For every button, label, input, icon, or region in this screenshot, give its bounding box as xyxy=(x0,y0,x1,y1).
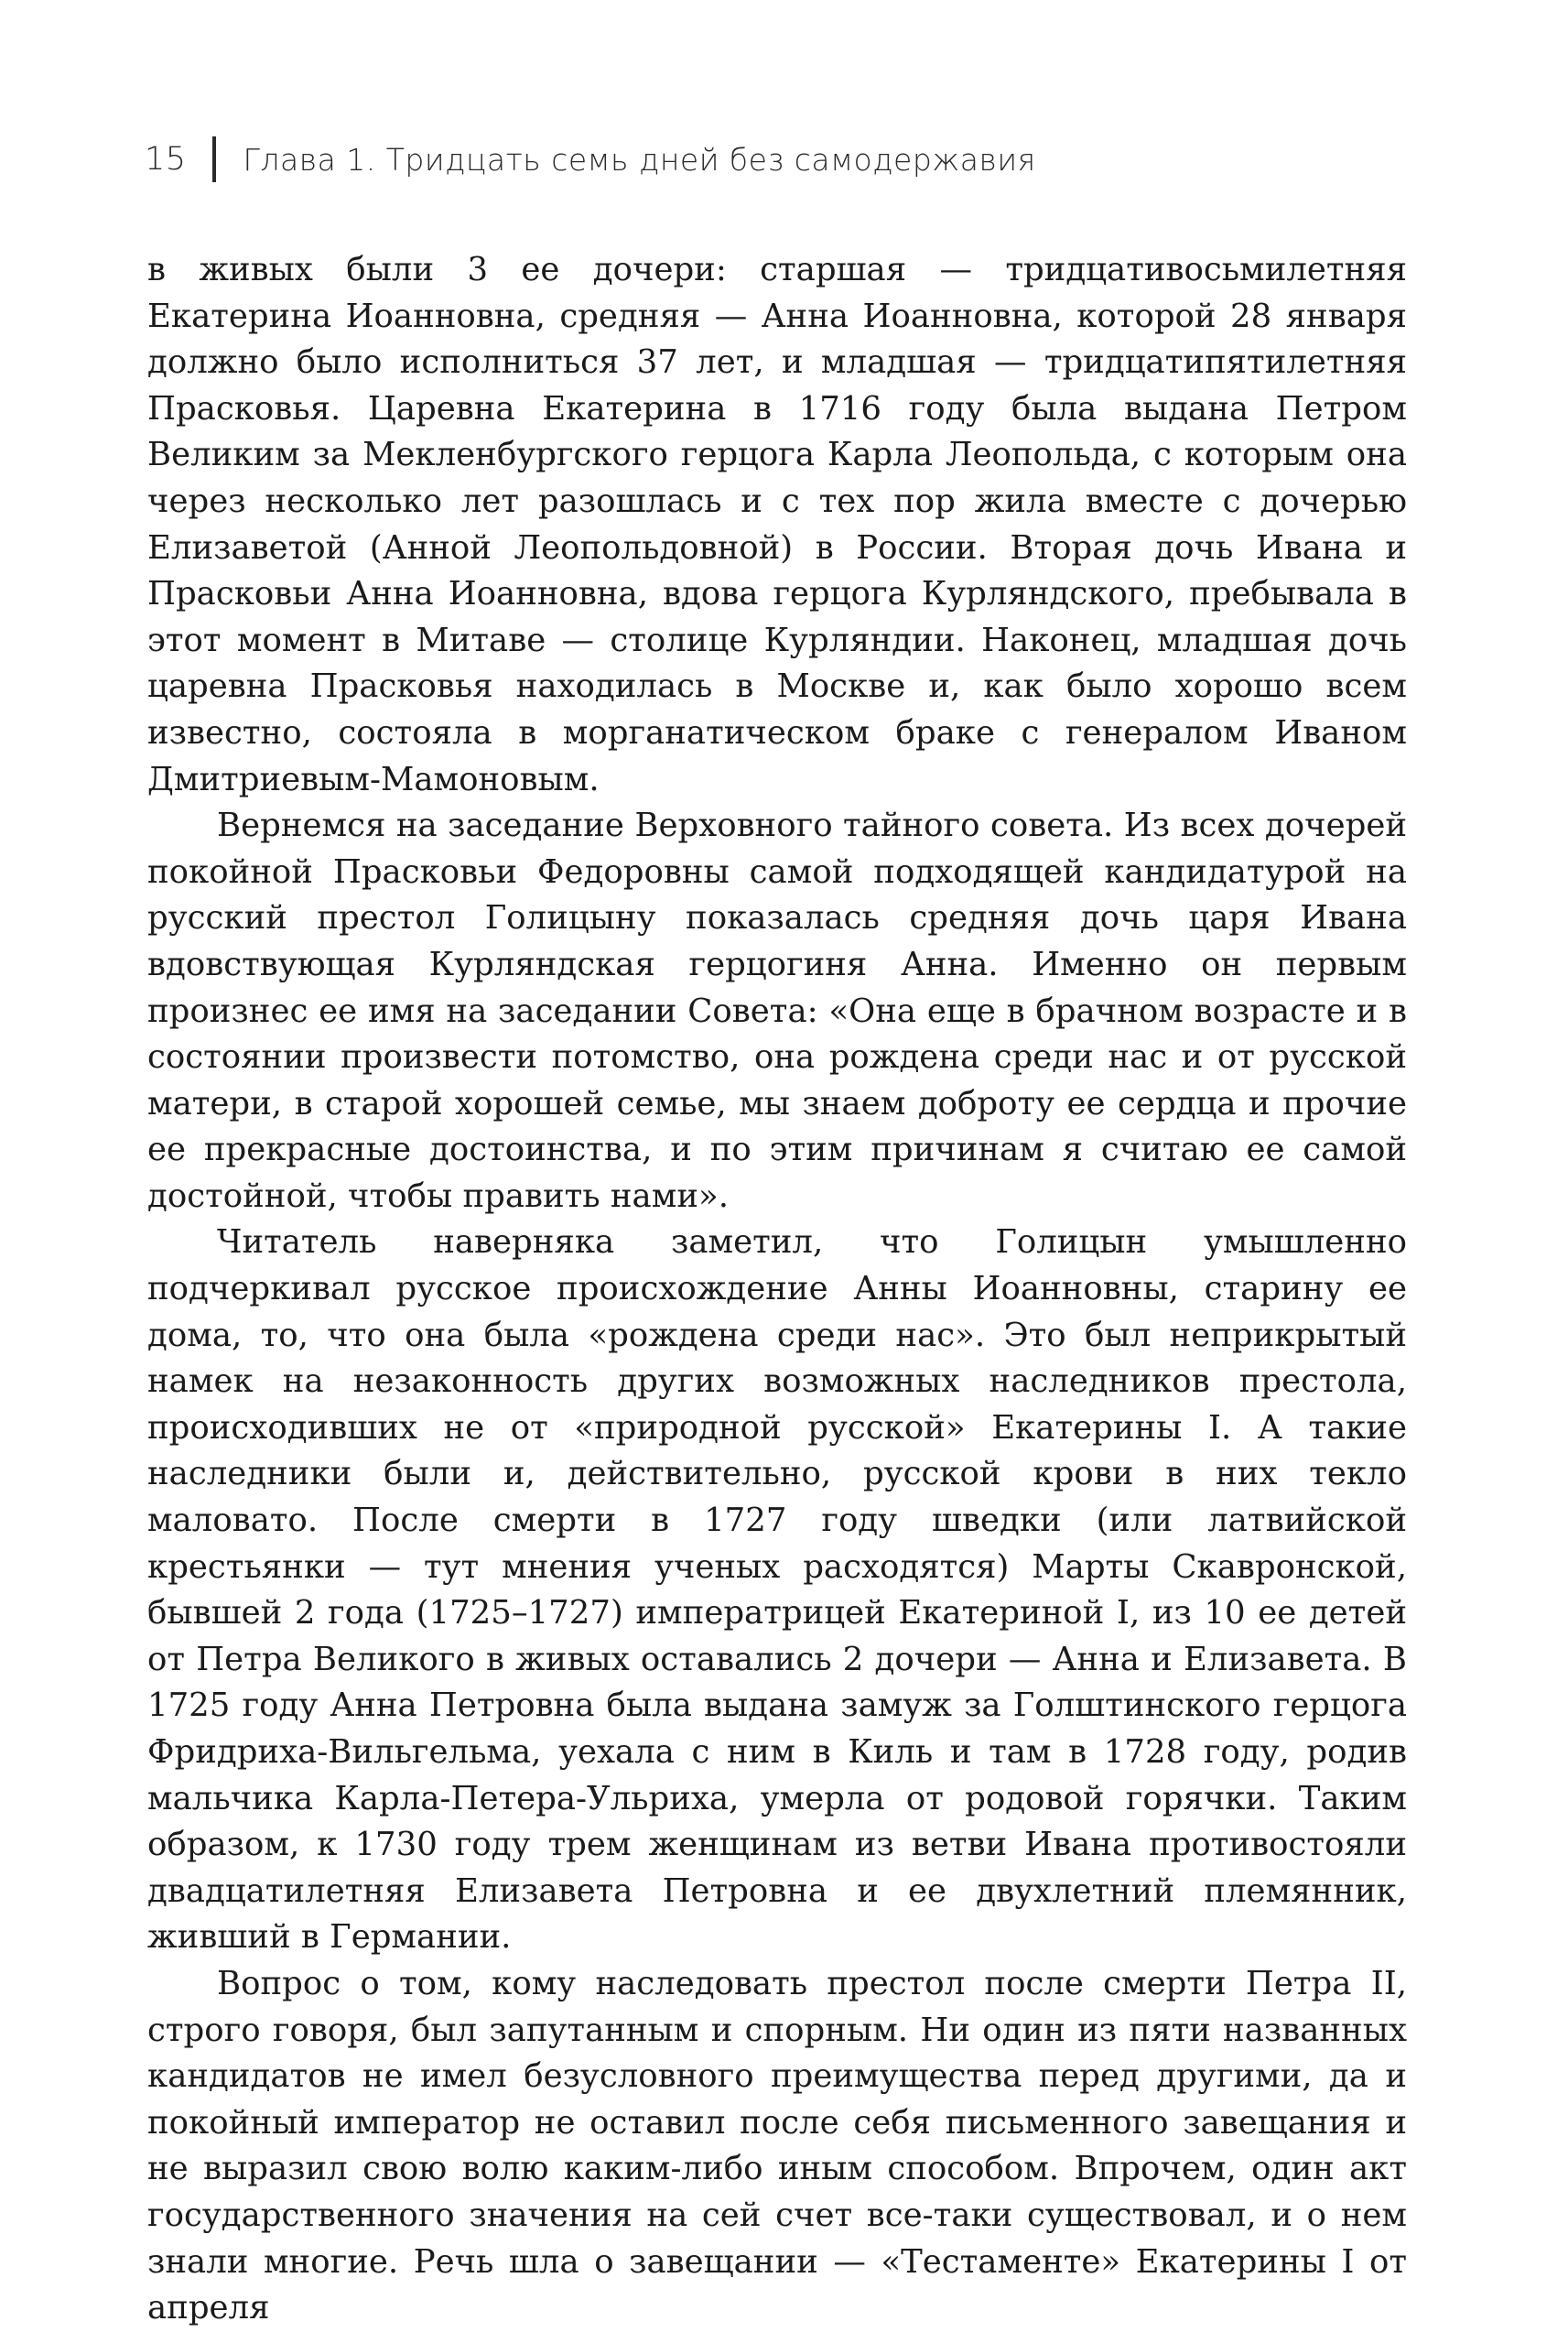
body-text xyxy=(147,247,1407,2332)
paragraph: Вопрос о том, кому наследовать престол после смерти Петра II, строго говоря, был запутанным и спорным. Ни один из пяти названных кандидатов не имел безусловного преимущества перед другими, да и покойный император не оставил после себя письменного завещания и не выразил свою волю каким-либо иным способом. Впрочем, один акт государственного значения на сей счет все-таки существовал, и о нем знали многие. Речь шла о завещании — «Тестаменте» Екатерины I от апреля xyxy=(147,1964,1407,2327)
paragraph: Читатель наверняка заметил, что Голицын умышленно подчеркивал русское происхождение Анны Иоанновны, старину ее дома, то, что она была «рождена среди нас». Это был неприкрытый намек на незаконность других возможных наследников престола, происходивших не от «природной русской» Екатерины I. А такие наследники были и, действительно, русской крови в них текло маловато. После смерти в 1727 году шведки (или латвийской крестьянки — тут мнения ученых расходятся) Марты Скавронской, бывшей 2 года (1725–1727) императрицей Екатериной I, из 10 ее детей от Петра Великого в живых оставались 2 дочери — Анна и Елизавета. В 1725 году Анна Петровна была выдана замуж за Голштинского герцога Фридриха-Вильгельма, уехала с ним в Киль и там в 1728 году, родив мальчика Карла-Петера-Ульриха, умерла от родовой горячки. Таким образом, к 1730 году трем женщинам из ветви Ивана противостояли двадцатилетняя Елизавета Петровна и ее двухлетний племянник, живший в Германии. xyxy=(147,1223,1407,1957)
running-head xyxy=(145,130,1036,189)
page-number: 15 xyxy=(145,141,187,178)
paragraph: Вернемся на заседание Верховного тайного совета. Из всех дочерей покойной Прасковьи Федоровны самой подходящей кандидатурой на русский престол Голицыну показалась средняя дочь царя Ивана вдовствующая Курляндская герцогиня Анна. Именно он первым произнес ее имя на заседании Совета: «Она еще в брачном возрасте и в состоянии произвести потомство, она рождена среди нас и от русской матери, в старой хорошей семье, мы знаем доброту ее сердца и прочие ее прекрасные достоинства, и по этим причинам я считаю ее самой достойной, чтобы править нами». xyxy=(147,807,1407,1215)
header-separator xyxy=(212,136,216,182)
chapter-title: Глава 1. Тридцать семь дней без самодержавия xyxy=(243,141,1036,178)
paragraph: в живых были 3 ее дочери: старшая — тридцативосьмилетняя Екатерина Иоанновна, средняя — Анна Иоанновна, которой 28 января должно было исполниться 37 лет, и младшая — тридцатипятилетняя Прасковья. Царевна Екатерина в 1716 году была выдана Петром Великим за Мекленбургского герцога Карла Леопольда, с которым она через несколько лет разошлась и с тех пор жила вместе с дочерью Елизаветой (Анной Леопольдовной) в России. Вторая дочь Ивана и Прасковьи Анна Иоанновна, вдова герцога Курляндского, пребывала в этот момент в Митаве — столице Курляндии. Наконец, младшая дочь царевна Прасковья находилась в Москве и, как было хорошо всем известно, состояла в морганатическом браке с генералом Иваном Дмитриевым-Мамоновым. xyxy=(147,251,1407,798)
